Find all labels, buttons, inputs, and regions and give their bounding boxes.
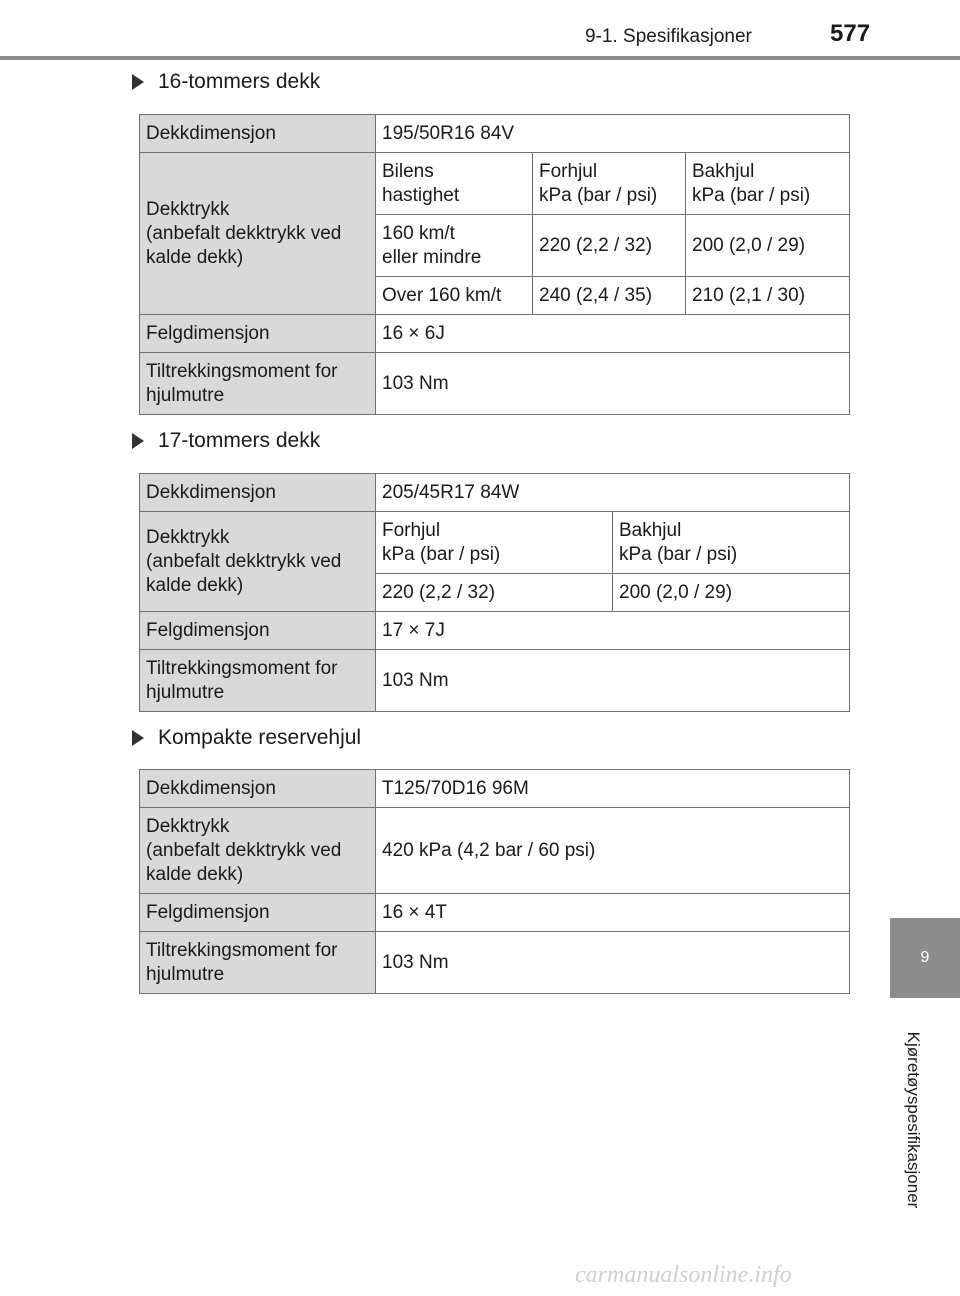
front-wheel-column-header: Forhjul kPa (bar / psi) (376, 512, 613, 574)
watermark: carmanualsonline.info (575, 1262, 792, 1288)
front-pressure-cell: 220 (2,2 / 32) (533, 215, 686, 277)
page-number: 577 (830, 20, 871, 47)
rear-pressure-cell: 210 (2,1 / 30) (686, 277, 850, 315)
tire-size-label: Dekkdimensjon (140, 770, 376, 808)
table-row (140, 512, 850, 574)
tire-size-value: 205/45R17 84W (376, 474, 850, 512)
rear-wheel-column-header: Bakhjul kPa (bar / psi) (613, 512, 850, 574)
rim-size-label: Felgdimensjon (140, 894, 376, 932)
tire-size-label: Dekkdimensjon (140, 115, 376, 153)
spec-table-spare (139, 769, 850, 994)
chapter-side-label: Kjøretøyspesifikasjoner (904, 1031, 923, 1209)
rear-pressure-cell: 200 (2,0 / 29) (613, 574, 850, 612)
speed-cell: 160 km/t eller mindre (376, 215, 533, 277)
table-row (140, 770, 850, 808)
tire-pressure-label: Dekktrykk (anbefalt dekktrykk ved kalde dekk) (140, 808, 376, 894)
triangle-bullet-icon (132, 730, 144, 746)
rim-size-value: 16 × 4T (376, 894, 850, 932)
section-title-16-text: 16-tommers dekk (158, 70, 321, 93)
tire-pressure-label: Dekktrykk (anbefalt dekktrykk ved kalde dekk) (140, 153, 376, 315)
section-title-17 (132, 429, 320, 453)
header-section-title: 9-1. Spesifikasjoner (585, 26, 752, 47)
tire-size-value: T125/70D16 96M (376, 770, 850, 808)
torque-value: 103 Nm (376, 650, 850, 712)
triangle-bullet-icon (132, 74, 144, 90)
table-row (140, 894, 850, 932)
table-row (140, 808, 850, 894)
table-row (140, 932, 850, 994)
torque-value: 103 Nm (376, 353, 850, 415)
rear-pressure-cell: 200 (2,0 / 29) (686, 215, 850, 277)
torque-label: Tiltrekkingsmoment for hjulmutre (140, 932, 376, 994)
table-row (140, 474, 850, 512)
section-title-spare (132, 726, 361, 750)
section-title-17-text: 17-tommers dekk (158, 429, 321, 452)
section-title-16 (132, 70, 320, 94)
tire-pressure-label: Dekktrykk (anbefalt dekktrykk ved kalde dekk) (140, 512, 376, 612)
section-title-spare-text: Kompakte reservehjul (158, 726, 362, 749)
table-row (140, 612, 850, 650)
rim-size-value: 16 × 6J (376, 315, 850, 353)
torque-label: Tiltrekkingsmoment for hjulmutre (140, 353, 376, 415)
speed-cell: Over 160 km/t (376, 277, 533, 315)
torque-value: 103 Nm (376, 932, 850, 994)
rim-size-value: 17 × 7J (376, 612, 850, 650)
chapter-tab: 9 (890, 918, 960, 998)
spec-table-16 (139, 114, 850, 415)
front-pressure-cell: 220 (2,2 / 32) (376, 574, 613, 612)
front-wheel-column-header: Forhjul kPa (bar / psi) (533, 153, 686, 215)
rear-wheel-column-header: Bakhjul kPa (bar / psi) (686, 153, 850, 215)
front-pressure-cell: 240 (2,4 / 35) (533, 277, 686, 315)
table-row (140, 315, 850, 353)
speed-column-header: Bilens hastighet (376, 153, 533, 215)
table-row (140, 353, 850, 415)
table-row (140, 115, 850, 153)
tire-pressure-value: 420 kPa (4,2 bar / 60 psi) (376, 808, 850, 894)
header-divider (0, 56, 960, 60)
rim-size-label: Felgdimensjon (140, 315, 376, 353)
spec-table-17 (139, 473, 850, 712)
table-row (140, 650, 850, 712)
triangle-bullet-icon (132, 433, 144, 449)
tire-size-value: 195/50R16 84V (376, 115, 850, 153)
torque-label: Tiltrekkingsmoment for hjulmutre (140, 650, 376, 712)
rim-size-label: Felgdimensjon (140, 612, 376, 650)
tire-size-label: Dekkdimensjon (140, 474, 376, 512)
table-row (140, 153, 850, 215)
